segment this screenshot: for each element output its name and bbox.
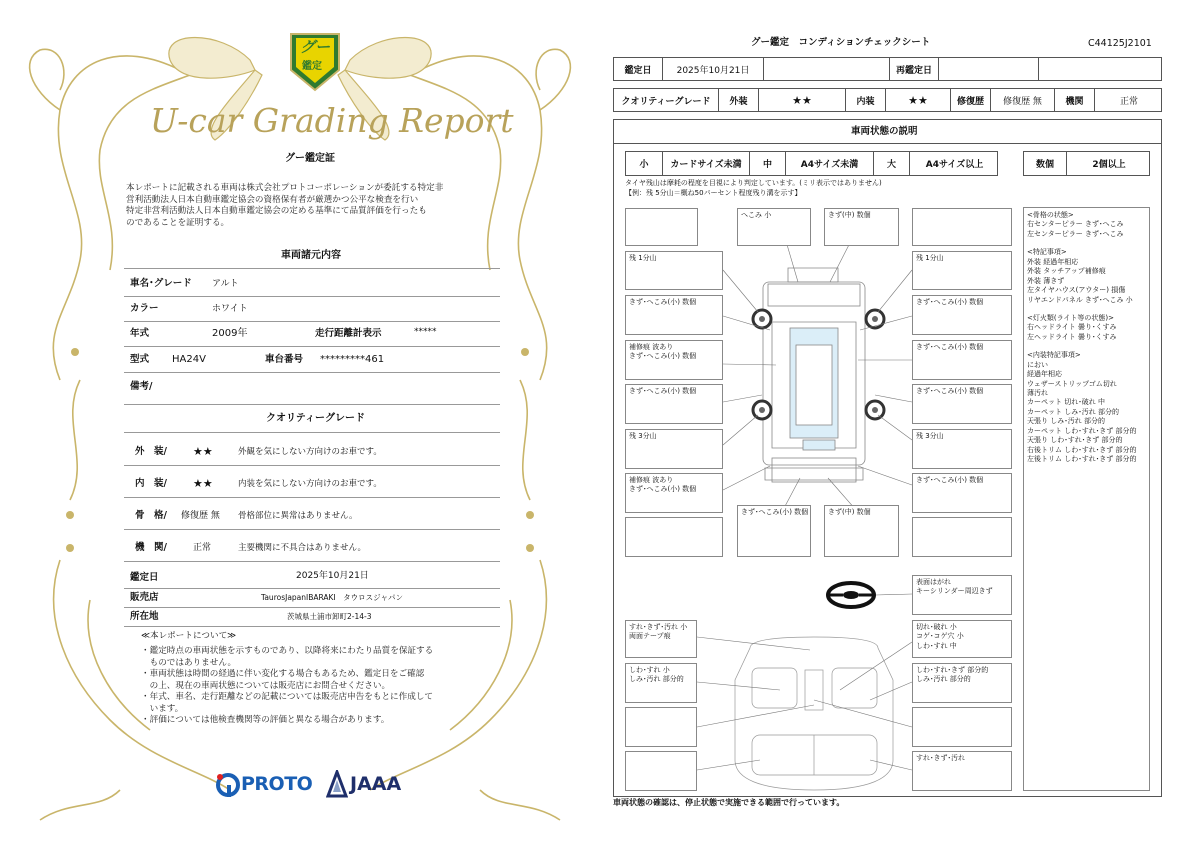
interior-label: 内 装/ <box>135 478 167 489</box>
callout-left-5 <box>625 473 723 513</box>
divider <box>124 465 500 466</box>
callout-text: きず･へこみ(小) 数個 <box>629 298 697 306</box>
note-line: 外装 タッチアップ補修痕 <box>1027 267 1106 276</box>
note-line: 経過年相応 <box>1027 370 1062 379</box>
callout-right-tire-rear <box>912 429 1012 469</box>
callout-text: きず(中) 数個 <box>828 508 871 516</box>
legend-mid-desc: A4サイズ未満 <box>785 152 873 175</box>
divider <box>124 268 500 269</box>
callout-bottom-rear-right <box>824 505 899 557</box>
legend-count: 数個 <box>1035 160 1054 170</box>
callout-box <box>625 707 697 747</box>
badge-text-bottom: 鑑定 <box>302 61 322 72</box>
report-title: U-car Grading Report <box>150 101 514 140</box>
callout-text: きず･へこみ(小) 数個 <box>741 508 809 516</box>
chassis-value: *********461 <box>320 354 385 365</box>
about-line: の上、現在の車両状態については販売店にお問合せください。 <box>141 680 391 691</box>
interior-outline <box>735 637 893 790</box>
callout-text: しみ･汚れ 部分的 <box>629 675 684 684</box>
note-line: 左ヘッドライト 曇り･くすみ <box>1027 332 1117 341</box>
frame-desc: 骨格部位に異常はありません。 <box>238 511 358 521</box>
legend-count-desc: 2個以上 <box>1066 152 1151 175</box>
callout-bottom-rear-left <box>737 505 811 557</box>
redate-label: 再鑑定日 <box>889 58 938 80</box>
tire-note-1: タイヤ残山は摩耗の程度を目視により判定しています。(ミリ表示ではありません) <box>625 179 882 187</box>
tire-note-2: 【例：残 5分山＝概ね50パーセント程度残り溝を示す】 <box>625 189 802 197</box>
divider <box>124 607 500 608</box>
note-line: カーペット しわ･すれ･きず 部分的 <box>1027 426 1137 435</box>
divider <box>124 346 500 347</box>
type-label: 型式 <box>130 354 150 365</box>
callout-text: 残 3分山 <box>629 432 657 440</box>
notes-label: 備考/ <box>130 381 153 392</box>
note-line: 右ヘッドライト 曇り･くすみ <box>1027 323 1117 332</box>
callout-top-front-right <box>824 208 899 246</box>
about-line: ・鑑定時点の車両状態を示すものであり、以降将来にわたり品質を保証する <box>141 646 434 656</box>
color-label: カラー <box>130 303 159 314</box>
note-line: 外装 経過年相応 <box>1027 257 1079 266</box>
callout-text: 表面はがれ <box>916 578 951 586</box>
note-line: 右センターピラー きず･へこみ <box>1027 220 1124 229</box>
engine-value: 正常 <box>193 543 212 553</box>
note-line: カーペット 切れ･破れ 中 <box>1027 398 1105 407</box>
dealer-value: TaurosJapanIBARAKI タウロスジャパン <box>261 593 404 602</box>
note-line: <特記事項> <box>1027 248 1067 257</box>
ext-label: 外装 <box>718 89 758 111</box>
proto-logo-icon <box>214 771 242 799</box>
address-label: 所在地 <box>130 611 159 622</box>
note-line <box>1027 305 1146 314</box>
dealer-label: 販売店 <box>130 592 159 603</box>
intro-line: 特定非営利活動法人日本自動車鑑定協会の定める基準にて品質評価を行ったも <box>126 206 427 216</box>
divider <box>124 432 500 433</box>
frame-label: 骨 格/ <box>135 510 167 521</box>
callout-text: きず･へこみ(小) 数個 <box>916 343 984 351</box>
jaaa-logo-icon <box>326 770 348 798</box>
about-line: います。 <box>141 703 184 714</box>
repair-value: 修復歴 無 <box>990 89 1054 111</box>
note-line: 薄汚れ <box>1027 389 1048 397</box>
callout-left-tire-front <box>625 251 723 290</box>
callout-text: 残 3分山 <box>916 432 944 440</box>
note-line: 天張り しわ･すれ･きず 部分的 <box>1027 436 1123 445</box>
callout-box <box>625 751 697 791</box>
specs-heading: 車両諸元内容 <box>281 250 341 261</box>
legend-mid: 中 <box>749 152 785 175</box>
note-line <box>1027 342 1146 351</box>
callout-text: しわ･すれ･きず 部分的 <box>916 666 989 674</box>
callout-text: すれ･きず･汚れ 小 <box>629 623 688 631</box>
divider <box>124 497 500 498</box>
year-label: 年式 <box>130 328 150 339</box>
callout-text: きず･へこみ(小) 数個 <box>916 387 984 395</box>
int-label: 内装 <box>845 89 885 111</box>
condition-check-sheet <box>600 0 1200 848</box>
type-value: HA24V <box>172 354 206 365</box>
callout-text: 残 1分山 <box>916 254 944 262</box>
model-label: 車名･グレード <box>130 278 192 289</box>
date-label: 鑑定日 <box>624 65 652 76</box>
about-heading: ≪本レポートについて≫ <box>141 631 237 641</box>
chassis-label: 車台番号 <box>265 354 304 365</box>
callout-text: きず･へこみ(小) 数個 <box>916 476 984 484</box>
legend-large-desc: A4サイズ以上 <box>909 152 999 175</box>
callout-text: しみ･汚れ 部分的 <box>916 675 971 684</box>
certificate-intro <box>126 183 443 229</box>
callout-text: 両面テープ痕 <box>629 632 671 641</box>
exterior-label: 外 装/ <box>135 446 167 457</box>
intro-line: のであることを証明する。 <box>126 217 230 228</box>
divider <box>124 321 500 322</box>
date-value: 2025年10月21日 <box>296 571 369 581</box>
date-value: 2025年10月21日 <box>662 58 763 80</box>
callout-text: しわ･すれ 小 <box>629 666 670 674</box>
year-value: 2009年 <box>212 328 248 339</box>
callout-int-left-2 <box>625 663 697 703</box>
intro-line: 本レポートに記載される車両は株式会社プロトコーポレーションが委託する特定非 <box>126 183 444 193</box>
callout-right-4 <box>912 384 1012 424</box>
sheet-footer: 車両状態の確認は、停止状態で実施できる範囲で行っています。 <box>613 798 845 807</box>
interior-stars: ★★ <box>193 477 213 490</box>
note-line: <灯火類(ライト等の状態)> <box>1027 313 1114 322</box>
callout-int-right-2 <box>912 663 1012 703</box>
callout-right-2 <box>912 295 1012 335</box>
note-line: カーペット しみ･汚れ 部分的 <box>1027 407 1119 416</box>
callout-steering <box>912 575 1012 615</box>
frame-value: 修復歴 無 <box>181 511 220 521</box>
badge-text-top: グー <box>300 38 331 56</box>
intro-line: 営利活動法人日本自動車鑑定協会の資格保有者が厳選かつ公平な検査を行い <box>126 194 419 205</box>
legend-small-desc: カードサイズ未満 <box>662 152 749 175</box>
about-line: ・車両状態は時間の経過に伴い変化する場合もあるため、鑑定日をご確認 <box>141 669 425 679</box>
about-line: ものではありません。 <box>141 657 237 668</box>
ext-stars: ★★ <box>758 89 845 111</box>
note-line: <骨格の状態> <box>1027 211 1074 219</box>
engine-label: 機 関/ <box>135 542 167 553</box>
int-stars: ★★ <box>885 89 950 111</box>
note-line <box>1027 239 1146 248</box>
callout-int-left-1 <box>625 620 697 658</box>
note-line: 天張り しみ･汚れ 部分的 <box>1027 417 1105 426</box>
sheet-title: グー鑑定 コンディションチェックシート <box>751 37 931 48</box>
callout-left-2 <box>625 295 723 335</box>
callout-top-front-left <box>737 208 811 246</box>
callout-box <box>912 208 1012 246</box>
callout-text: コゲ･コゲ穴 小 <box>916 632 964 641</box>
about-notes <box>141 646 433 727</box>
legend-small: 小 <box>639 160 649 170</box>
jaaa-logo-text: JAAA <box>350 773 402 795</box>
callout-right-3 <box>912 340 1012 380</box>
qg-label: クオリティーグレード <box>621 96 711 107</box>
model-value: アルト <box>212 279 239 289</box>
callout-int-right-4 <box>912 751 1012 791</box>
callout-text: キーシリンダー周辺きず <box>916 587 993 596</box>
callout-text: 切れ･破れ 小 <box>916 623 957 631</box>
divider <box>124 529 500 530</box>
special-notes-panel <box>1023 207 1150 791</box>
divider <box>124 588 500 589</box>
proto-logo-text: PROTO <box>241 773 313 795</box>
callout-text: すれ･きず･汚れ <box>916 754 965 762</box>
callout-box <box>912 517 1012 557</box>
divider <box>124 561 500 562</box>
callout-text: 補修痕 波あり <box>629 343 674 351</box>
callout-left-4 <box>625 384 723 424</box>
mileage-label: 走行距離計表示 <box>315 328 382 339</box>
divider <box>124 296 500 297</box>
note-line: 外装 薄きず <box>1027 276 1065 285</box>
callout-text: きず･へこみ(小) 数個 <box>916 298 984 306</box>
mileage-value: ***** <box>414 327 437 337</box>
sheet-code: C44125J2101 <box>1088 38 1152 49</box>
divider <box>124 404 500 405</box>
note-line: 左タイヤハウス(アウター) 損傷 <box>1027 286 1126 295</box>
callout-box <box>625 208 698 246</box>
callout-text: 補修痕 波あり <box>629 476 674 484</box>
callout-text: しわ･すれ 中 <box>916 641 957 650</box>
about-line: ・年式、車名、走行距離などの記載については販売店申告をもとに作成して <box>141 692 434 702</box>
callout-box <box>625 517 723 557</box>
about-line: ・評価については他検査機関等の評価と異なる場合があります。 <box>141 715 390 725</box>
legend-large: 大 <box>873 152 909 175</box>
note-line: リヤエンドパネル きず･へこみ 小 <box>1027 295 1133 304</box>
engine-label: 機関 <box>1054 89 1094 111</box>
note-line: 左後トリム しわ･すれ･きず 部分的 <box>1027 455 1137 464</box>
callout-left-tire-rear <box>625 429 723 469</box>
callout-right-5 <box>912 473 1012 513</box>
engine-value: 正常 <box>1094 89 1163 111</box>
note-line: ウェザーストリップゴム切れ <box>1027 379 1117 388</box>
callout-left-3 <box>625 340 723 380</box>
certificate-heading: グー鑑定証 <box>285 153 335 164</box>
engine-desc: 主要機関に不具合はありません。 <box>238 543 367 553</box>
callout-text: きず･へこみ(小) 数個 <box>629 485 697 494</box>
callout-text: へこみ 小 <box>741 211 772 219</box>
interior-desc: 内装を気にしない方向けのお車です。 <box>238 479 382 489</box>
color-value: ホワイト <box>212 304 248 314</box>
exterior-stars: ★★ <box>193 445 213 458</box>
callout-text: きず･へこみ(小) 数個 <box>629 387 697 395</box>
address-value: 茨城県土浦市卸町2-14-3 <box>287 612 372 621</box>
repair-label: 修復歴 <box>950 89 990 111</box>
note-line: 左センターピラー きず･へこみ <box>1027 229 1124 238</box>
note-line: におい <box>1027 360 1048 369</box>
note-line: <内装特記事項> <box>1027 351 1081 360</box>
callout-text: きず(中) 数個 <box>828 211 871 219</box>
callout-right-tire-front <box>912 251 1012 290</box>
steering-wheel-icon <box>828 583 874 607</box>
divider <box>124 626 500 627</box>
divider <box>124 372 500 373</box>
callout-text: 残 1分山 <box>629 254 657 262</box>
callout-text: きず･へこみ(小) 数個 <box>629 352 697 361</box>
exterior-desc: 外観を気にしない方向けのお車です。 <box>238 447 382 457</box>
callout-int-right-1 <box>912 620 1012 658</box>
callout-box <box>912 707 1012 747</box>
quality-heading: クオリティーグレード <box>266 413 365 424</box>
state-heading: 車両状態の説明 <box>851 126 918 137</box>
note-line: 右後トリム しわ･すれ･きず 部分的 <box>1027 445 1137 454</box>
date-label: 鑑定日 <box>130 572 159 583</box>
